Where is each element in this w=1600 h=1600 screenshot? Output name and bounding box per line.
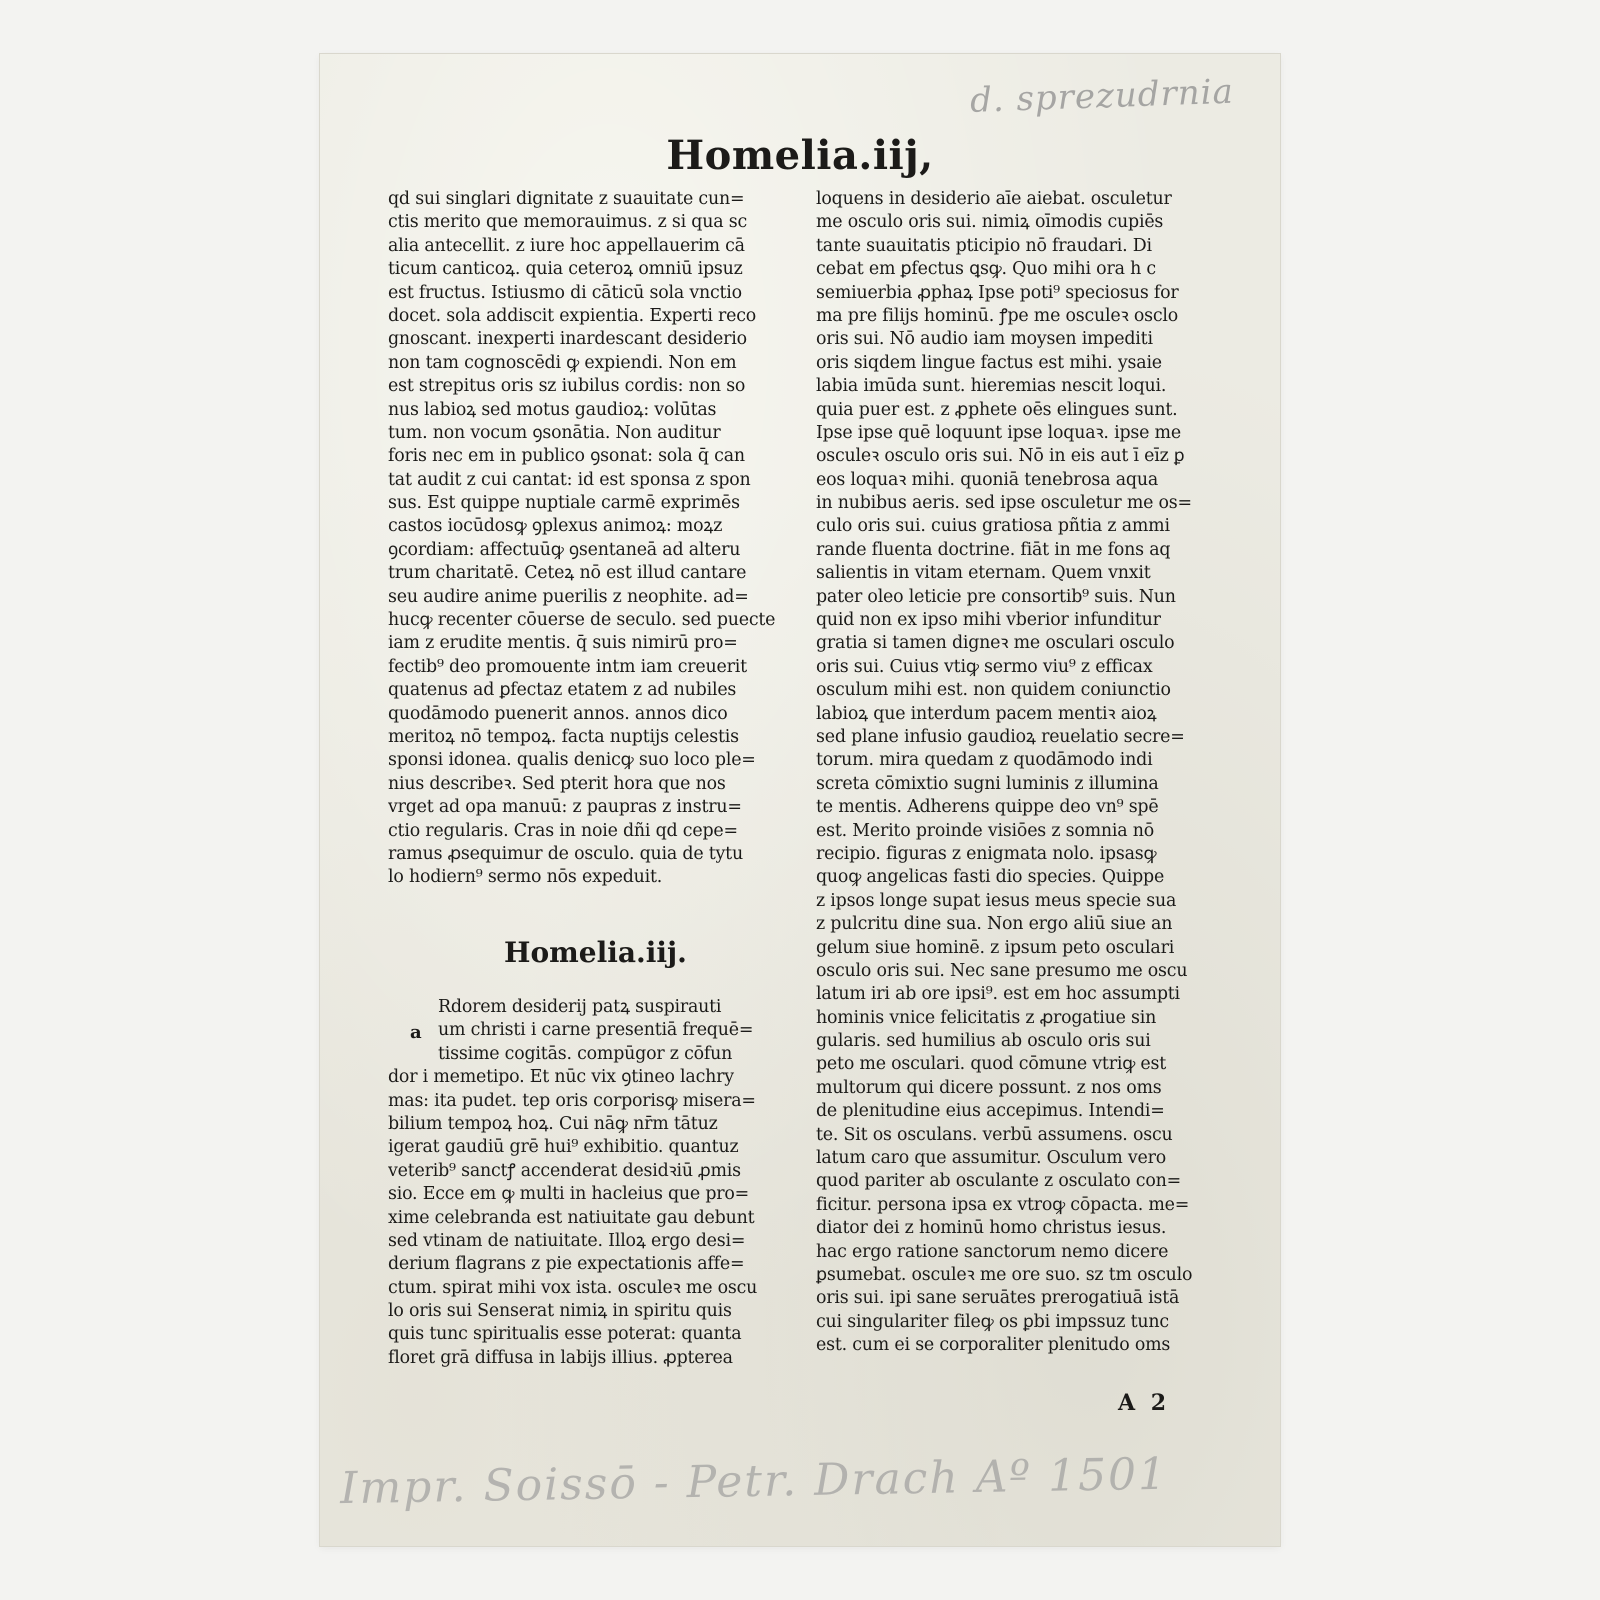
text-line: oris siqdem lingue factus est mihi. ysaie	[816, 352, 1162, 373]
text-line: tum. non vocum ꝯsonātia. Non auditur	[388, 422, 721, 443]
text-line: osculeꝛ osculo oris sui. Nō in eis aut ī eīz ꝑ	[816, 446, 1185, 467]
manuscript-note-top: d. sprezudrnia	[969, 71, 1235, 121]
section-heading: Homelia.iij.	[504, 936, 687, 969]
text-line: ꝯcordiam: affectuūꝙ ꝯsentaneā ad alteru	[388, 539, 741, 560]
text-line: gratia si tamen digneꝛ me osculari osculo	[816, 633, 1175, 654]
text-line: te. Sit os osculans. verbū assumens. oscu	[816, 1124, 1173, 1145]
text-line: rande fluenta doctrine. fiāt in me fons aq	[816, 539, 1171, 560]
text-line: te mentis. Adherens quippe deo vn⁹ spē	[816, 797, 1159, 818]
text-line: igerat gaudiū grē hui⁹ exhibitio. quantuz	[388, 1137, 739, 1158]
text-line: foris nec em in publico ꝯsonat: sola q̄ can	[388, 446, 745, 467]
text-line: lo hodiern⁹ sermo nōs expeduit.	[388, 867, 663, 888]
text-line: culo oris sui. cuius gratiosa pñtia z ammi	[816, 516, 1170, 537]
text-line: vrget ad opa manuū: z paupras z instru=	[388, 797, 742, 818]
text-line: de plenitudine eius accepimus. Intendi=	[816, 1101, 1165, 1122]
text-line: salientis in vitam eternam. Quem vnxit	[816, 563, 1151, 584]
text-line: oris sui. Cuius vtiꝙ sermo viu⁹ z efficax	[816, 656, 1153, 677]
text-line: z ipsos longe supat iesus meus specie sua	[816, 890, 1177, 911]
text-line: xime celebranda est natiuitate gau debunt	[388, 1207, 755, 1228]
text-line: quodāmodo puenerit annos. annos dico	[388, 703, 728, 724]
text-line: floret grā diffusa in labijs illius. ꝓpterea	[388, 1347, 733, 1368]
text-line: gularis. sed humilius ab osculo oris sui	[816, 1031, 1151, 1052]
text-line: quoꝙ angelicas fasti dio species. Quippe	[816, 867, 1165, 888]
text-line: loquens in desiderio aīe aiebat. osculetur	[816, 189, 1172, 209]
signature-mark: A 2	[1118, 1390, 1171, 1416]
text-line: tissime cogitās. compūgor z cōfun	[438, 1043, 733, 1064]
text-line: latum iri ab ore ipsi⁹. est em hoc assumpti	[816, 984, 1180, 1005]
text-line: hac ergo ratione sanctorum nemo dicere	[816, 1241, 1169, 1262]
text-line: ctio regularis. Cras in noie dñi qd cepe=	[388, 820, 738, 841]
text-line: recipio. figuras z enigmata nolo. ipsasꝙ	[816, 843, 1157, 864]
text-line: qd sui singlari dignitate z suauitate cun=	[388, 189, 745, 209]
manuscript-note-bottom: Impr. Soissō - Petr. Drach Aº 1501	[339, 1448, 1169, 1515]
text-line: quia puer est. z ꝓphete oēs elingues sunt.	[816, 399, 1178, 420]
text-line: torum. mira quedam z quodāmodo indi	[816, 750, 1153, 771]
text-line: sio. Ecce em ꝙ multi in hacleius que pro=	[388, 1184, 750, 1205]
text-line: labioꝝ que interdum pacem mentiꝛ aioꝝ	[816, 703, 1157, 724]
text-line: quatenus ad ꝑfectaz etatem z ad nubiles	[388, 680, 737, 701]
text-line: me osculo oris sui. nimiꝝ oīmodis cupiēs	[816, 212, 1164, 233]
text-line: quis tunc spiritualis esse poterat: quanta	[388, 1324, 742, 1345]
text-line: labia imūda sunt. hieremias nescit loqui.	[816, 376, 1167, 397]
text-line: in nubibus aeris. sed ipse osculetur me os=	[816, 493, 1192, 514]
text-line: sponsi idonea. qualis denicꝙ suo loco ple=	[388, 750, 756, 771]
text-line: um christi i carne presentiā frequē=	[438, 1020, 754, 1041]
text-line: semiuerbia ꝓphaꝝ Ipse poti⁹ speciosus for	[816, 282, 1179, 303]
text-line: quod pariter ab osculante z osculato con=	[816, 1171, 1181, 1192]
text-line: latum caro que assumitur. Osculum vero	[816, 1148, 1167, 1169]
text-line: cui singulariter fileꝙ os ꝑbi impssuz tunc	[816, 1311, 1169, 1332]
text-line: oris sui. Nō audio iam moysen impediti	[816, 329, 1153, 350]
text-line: ficitur. persona ipsa ex vtroꝙ cōpacta. me=	[816, 1194, 1190, 1215]
initial-letter-guide: a	[410, 1022, 422, 1043]
text-line: oris sui. ipi sane seruātes prerogatiuā istā	[816, 1288, 1180, 1309]
text-line: hominis vnice felicitatis z ꝓrogatiue sin	[816, 1007, 1157, 1028]
text-line: derium flagrans z pie expectationis affe=	[388, 1254, 745, 1275]
text-line: est. cum ei se corporaliter plenitudo oms	[816, 1335, 1171, 1356]
text-line: ꝑsumebat. osculeꝛ me ore suo. sz tm osculo	[816, 1264, 1193, 1285]
page-heading: Homelia.iij,	[666, 132, 934, 179]
text-line: veterib⁹ sanctꝭ accenderat desidꝛiū ꝓmis	[388, 1160, 741, 1181]
text-line: dor i memetipo. Et nūc vix ꝯtineo lachry	[388, 1067, 734, 1088]
text-line: ctis merito que memorauimus. z si qua sc	[388, 212, 747, 233]
text-line: seu audire anime puerilis z neophite. ad=	[388, 586, 749, 607]
text-line: nius describeꝛ. Sed pterit hora que nos	[388, 773, 726, 794]
text-line: sus. Est quippe nuptiale carmē exprimēs	[388, 493, 740, 514]
text-line: multorum qui dicere possunt. z nos oms	[816, 1077, 1162, 1098]
text-line: sed vtinam de natiuitate. Illoꝝ ergo desi=	[388, 1230, 746, 1251]
text-line: ma pre filijs hominū. ꝭpe me osculeꝛ osclo	[816, 305, 1179, 326]
text-line: tat audit z cui cantat: id est sponsa z spon	[388, 469, 751, 490]
text-line: castos iocūdosꝙ ꝯplexus animoꝝ: moꝝz	[388, 516, 723, 537]
text-line: sed plane infusio gaudioꝝ reuelatio secre=	[816, 726, 1185, 747]
text-line: Rdorem desiderij patꝝ suspirauti	[438, 997, 722, 1017]
text-line: lo oris sui Senserat nimiꝝ in spiritu quis	[388, 1301, 732, 1322]
text-line: ctum. spirat mihi vox ista. osculeꝛ me oscu	[388, 1277, 758, 1298]
text-line: non tam cognoscēdi ꝙ expiendi. Non em	[388, 352, 737, 373]
text-line: tante suauitatis pticipio nō fraudari. Di	[816, 235, 1152, 256]
text-line: peto me osculari. quod cōmune vtriꝙ est	[816, 1054, 1166, 1075]
book-leaf	[320, 54, 1280, 1546]
text-line: Ipse ipse quē loquunt ipse loquaꝛ. ipse me	[816, 422, 1181, 443]
text-line: pater oleo leticie pre consortib⁹ suis. Nun	[816, 586, 1176, 607]
text-line: iam z erudite mentis. q̄ suis nimirū pro=	[388, 633, 738, 654]
text-line: bilium tempoꝝ hoꝝ. Cui nāꝙ nr̄m tātuz	[388, 1113, 718, 1134]
text-line: alia antecellit. z iure hoc appellauerim cā	[388, 235, 745, 256]
text-line: gelum siue hominē. z ipsum peto osculari	[816, 937, 1175, 958]
text-line: quid non ex ipso mihi vberior infunditur	[816, 610, 1161, 631]
text-line: osculum mihi est. non quidem coniunctio	[816, 680, 1171, 701]
text-line: meritoꝝ nō tempoꝝ. facta nuptijs celestis	[388, 726, 739, 747]
text-line: est fructus. Istiusmo di cāticū sola vnctio	[388, 282, 742, 303]
text-line: mas: ita pudet. tep oris corporisꝙ misera=	[388, 1090, 756, 1111]
text-line: z pulcritu dine sua. Non ergo aliū siue an	[816, 914, 1173, 935]
text-line: nus labioꝝ sed motus gaudioꝝ: volūtas	[388, 399, 717, 420]
text-line: trum charitatē. Ceteꝝ nō est illud cantare	[388, 563, 747, 584]
left-column	[388, 188, 794, 890]
text-line: ticum canticoꝝ. quia ceteroꝝ omniū ipsuz	[388, 259, 743, 280]
left-column-section-2	[388, 996, 794, 1370]
text-line: fectib⁹ deo promouente intm iam creuerit	[388, 656, 747, 677]
text-line: gnoscant. inexperti inardescant desiderio	[388, 329, 747, 350]
text-line: est. Merito proinde visiōes z somnia nō	[816, 820, 1155, 841]
text-line: osculo oris sui. Nec sane presumo me oscu	[816, 960, 1188, 981]
text-line: hucꝙ recenter cōuerse de seculo. sed puecte	[388, 610, 776, 631]
right-column	[816, 188, 1222, 1358]
text-line: diator dei z hominū homo christus iesus.	[816, 1218, 1167, 1239]
text-line: cebat em ꝑfectus ꝗsꝙ. Quo mihi ora h c	[816, 259, 1156, 280]
text-line: docet. sola addiscit expientia. Experti reco	[388, 305, 757, 326]
text-line: est strepitus oris sz iubilus cordis: non so	[388, 376, 746, 397]
text-line: eos loquaꝛ mihi. quoniā tenebrosa aqua	[816, 469, 1159, 490]
text-line: screta cōmixtio sugni luminis z illumina	[816, 773, 1159, 794]
text-line: ramus ꝓsequimur de osculo. quia de tytu	[388, 843, 743, 864]
